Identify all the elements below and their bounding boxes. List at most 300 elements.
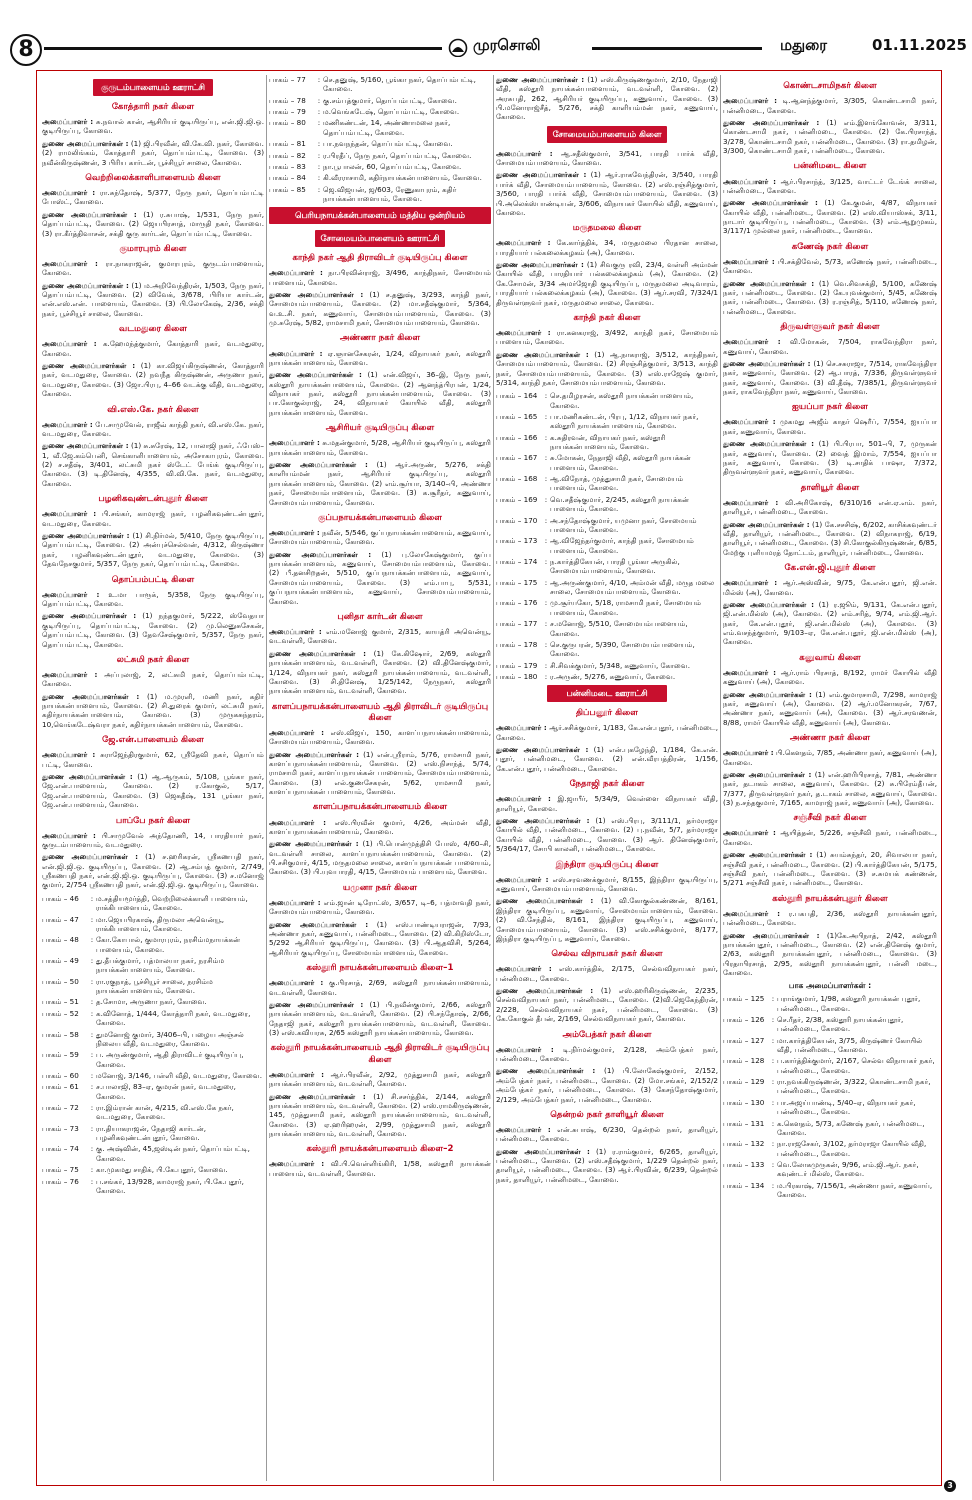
- booth-agent-row: [723, 1036, 937, 1055]
- booth-number: பாகம் – 73: [42, 1123, 79, 1133]
- para-label: அமைப்பாளர் :: [42, 188, 96, 198]
- organiser-entry: [42, 117, 264, 136]
- para-text: (1) கே.சசசிஷ், 6/202, காசிக்கவுண்டர் வீதி, தாளியூர், பன்னிமடை, கோவை. (2) விநாகராஜ், 6/19, தாளியூர், பன்னிமடை, கோவை. (3) சி.கோகுல்கிருஷ்ணன், 6/85, மேற்கு புளியமரத் தோட்டம், தாளியூர், பன்னிமடை, கோவை.: [723, 519, 937, 557]
- booth-number: பாகம் – 46: [42, 893, 79, 903]
- booth-number: பாகம் – 74: [42, 1144, 79, 1154]
- deputy-organisers-entry: [723, 690, 937, 727]
- para-label: துணை அமைப்பாளர்கள் :: [723, 117, 820, 127]
- branch-block: [269, 802, 491, 876]
- column-1: [42, 75, 264, 1481]
- organiser-entry: [269, 1070, 491, 1089]
- para-label: அமைப்பாளர் :: [42, 259, 98, 269]
- para-text: பி.சக்திவேல், 5/73, கணேஷ் நகர், பன்னிமடை, கோவை.: [723, 256, 937, 276]
- booth-agent-details: நா.ராஜசேகர், 3/102, தர்மராஜா கோயில் வீதி, பன்னிமடை, கோவை.: [777, 1139, 927, 1158]
- branch-heading: மருதமலை கிளை: [572, 223, 642, 234]
- separator: :: [90, 1029, 94, 1039]
- separator: :: [771, 1077, 775, 1087]
- booth-agent-details: கு. அஷ்வின், 45,ஜஸ்டின் நகர், தொப்பம்பட்டி, கோவை.: [96, 1144, 250, 1163]
- booth-agent-details: ப.கார்த்திக்குமார், 2/167, செல்வ விநாயகர் நகர், பன்னிமடை, கோவை.: [777, 1056, 935, 1075]
- deputy-organisers-entry: [42, 139, 264, 167]
- booth-agent-row: [496, 619, 718, 638]
- para-text: (1) எஸ்.கிருஷ்ணகுமார், 2/10, நேதாஜி வீதி, கஸ்தூரி நாயக்கன்பாளையம், வடவள்ளி, கோவை. (2) அரசுபதி, 262, ஆசிரியர் குடியிருப்பு, கணுவாய், கோவை. (3) பி.மனோராஜ்சீத், 5/276, சக்தி காளியம்மன் நகர், கணுவாய், கோவை.: [496, 75, 718, 122]
- booth-agent-details: ம.சத்தியமூர்த்தி, வெற்றிலைக்காளி பாளையம், ராக்கிபாளையம், கோவை.: [96, 893, 248, 913]
- booth-number: பாகம் – 52: [42, 1008, 79, 1018]
- branch-block: [723, 563, 937, 647]
- para-label: அமைப்பாளர் :: [723, 337, 781, 347]
- branch-heading: அம்பேத்கர் நகர் கிளை: [562, 1029, 652, 1040]
- booth-number: பாகம் – 176: [496, 598, 538, 608]
- deputy-organisers-entry: [723, 520, 937, 557]
- separator: :: [90, 1176, 94, 1186]
- branch-block: [723, 813, 937, 887]
- para-text: நா.பிரவின்ராஜ், 3/496, காந்திநகர், சோமையம் பாளையம், கோவை.: [269, 268, 491, 287]
- para-text: எஸ்.பிரவீன் குமார், 4/26, அம்மன் வீதி, காளப்பநாயக்கன்பாளையம், கோவை.: [269, 817, 491, 836]
- para-label: அமைப்பாளர் :: [42, 830, 96, 840]
- booth-number: பாகம் – 72: [42, 1103, 79, 1113]
- organiser-entry: [496, 238, 718, 257]
- para-text: (1) பி.லோகேஷ்குமார், 2/152, அம்பேத்கர் நகர், பன்னிமடை, கோவை. (2) மோ.சங்கர், 2/152/2 அம்பேத்கர் நகர், பன்னிமடை, கோவை. (3) கேசந்தோஷ்குமார், 2/129, அம்பேத்கர் நகர், பன்னிமடை, கோவை.: [496, 1066, 718, 1104]
- deputy-organisers-entry: [269, 1000, 491, 1037]
- booth-number: பாகம் – 47: [42, 914, 79, 924]
- para-label: துணை அமைப்பாளர்கள் :: [496, 1146, 590, 1156]
- booth-number: பாகம் – 61: [42, 1082, 79, 1092]
- booth-number: பாகம் – 75: [42, 1165, 79, 1175]
- branch-heading: காந்தி நகர் கிளை: [573, 312, 641, 323]
- para-text: என்.சுபாஷ், 6/230, தென்றல் நகர், தாளியூர், பன்னிமடை, கோவை.: [496, 1125, 718, 1144]
- deputy-organisers-entry: [723, 931, 937, 978]
- branch-heading: கஸ்தூரி நாயக்கன்பாளையம் கிளை–2: [306, 1144, 454, 1155]
- para-label: அமைப்பாளர் :: [42, 750, 96, 760]
- organiser-entry: [496, 723, 718, 742]
- branch-block: [269, 612, 491, 696]
- branch-block: [269, 513, 491, 606]
- booth-number: பாகம் – 125: [723, 994, 765, 1004]
- branch-heading: குமாரபுரம் கிளை: [119, 243, 187, 254]
- para-label: அமைப்பாளர் :: [269, 438, 320, 448]
- para-label: அமைப்பாளர் :: [269, 817, 327, 827]
- branch-heading: கோத்தாரி நகர் கிளை: [111, 101, 195, 112]
- booth-agent-row: [723, 1160, 937, 1179]
- separator: :: [90, 935, 94, 945]
- organiser-entry: [723, 828, 937, 847]
- booth-agent-details: ச.மனோஜ், 5/510, சோமையம்பாளையம், கோவை.: [550, 619, 688, 638]
- booth-number: பாகம் – 81: [269, 139, 306, 149]
- header-rule-left: [44, 47, 442, 50]
- separator: :: [544, 411, 548, 421]
- branch-block: [723, 322, 937, 396]
- para-text: கே.கார்த்திக், 34, மருதமலை பிரதான சாலை, பாரதியார் பல்கலைக்கழகம் (அ), கோவை.: [496, 238, 718, 257]
- booth-agent-row: [496, 557, 718, 576]
- booth-agent-details: ஜெ.விஜயன், ஜ/603, ரேணுகாபுரம், கதிர் நாயக்கன்பாளையம், கோவை.: [323, 184, 457, 203]
- booth-number: பாகம் – 128: [723, 1056, 765, 1066]
- branch-heading: யமுனா நகர் கிளை: [342, 882, 418, 893]
- separator: :: [771, 1035, 775, 1045]
- separator: :: [771, 1097, 775, 1107]
- deputy-organisers-entry: [42, 692, 264, 729]
- para-label: துணை அமைப்பாளர்கள் :: [496, 816, 590, 826]
- booth-agent-row: [269, 162, 491, 171]
- para-label: துணை அமைப்பாளர்கள் :: [269, 919, 369, 929]
- para-label: அமைப்பாளர் :: [496, 723, 547, 733]
- para-text: அப்புலாஜ், 2, லட்சுமி நகர், தொப்பம்பட்டி, கோவை.: [42, 670, 264, 689]
- para-text: க.ஹேமந்த்குமார், கோத்தாரி நகர், வடமதுரை, கோவை.: [42, 339, 264, 358]
- para-text: (1) ஆர்.அருண், 5/276, சக்தி காளியம்மன் நகர், ஆசிரியர் குடியிருப்பு, கஸ்தூரி நாயக்கன்பாளையம், கோவை. (2) எம்.சூர்யா, 3/140–பி, அண்ணா நகர், சோமையம்பாளையம், கோவை. (3) க.சூரீதர், கணுவாய், சோமையம்பாளையம், கோவை.: [269, 460, 491, 507]
- organiser-entry: [723, 578, 937, 597]
- branch-block: [42, 655, 264, 729]
- booth-number: பாகம் – 80: [269, 118, 306, 128]
- para-text: ஆர்.அஸ்வின், 9/75, கே.என்.புதூர், ஜி.என். மில்ஸ் (அ), கோவை.: [723, 578, 937, 597]
- deputy-organisers-entry: [723, 770, 937, 807]
- booth-agent-details: துமனோஜ் குமார், 3/406–பி, பழைய அஞ்சல் நிலைய வீதி, வடமதுரை, கோவை.: [96, 1029, 244, 1048]
- branch-block: [42, 173, 264, 238]
- column-divider: [493, 75, 494, 1481]
- para-label: துணை அமைப்பாளர்கள் :: [496, 745, 589, 755]
- para-text: (1) என்.புகழேந்தி, 1/184, கே.என். புதூர், பன்னிமடை, கோவை. (2) என்.வீரபத்திரன், 1/156, கே.என்.புதூர், பன்னிமடை, கோவை.: [496, 745, 718, 773]
- branch-block: [269, 702, 491, 797]
- booth-agent-row: [42, 997, 264, 1006]
- deputy-organisers-entry: [269, 920, 491, 957]
- booth-agent-row: [496, 516, 718, 535]
- organiser-entry: [723, 498, 937, 517]
- deputy-organisers-entry: [496, 986, 718, 1023]
- organiser-entry: [496, 964, 718, 983]
- separator: :: [544, 453, 548, 463]
- branch-heading: புனிதா கார்டன் கிளை: [337, 611, 423, 622]
- para-label: அமைப்பாளர் :: [723, 908, 780, 918]
- booth-agent-details: ரா.நவக்கிருஷ்ணன், 3/322, கொண்டசாமி நகர், பன்னிமடை, கோவை.: [777, 1077, 931, 1096]
- booth-agent-row: [496, 536, 718, 555]
- booth-number: பாகம் – 165: [496, 411, 538, 421]
- booth-agent-row: [269, 139, 491, 148]
- organiser-entry: [723, 748, 937, 767]
- booth-number: பாகம் – 60: [42, 1070, 79, 1080]
- para-label: அமைப்பாளர் :: [723, 417, 776, 427]
- booth-agent-details: ந.கார்த்திகேயன், பாரதி பூங்கா அருகில், சோமையம்பாளையம், கோவை.: [550, 557, 680, 576]
- branch-block: [723, 733, 937, 807]
- booth-agent-row: [42, 1124, 264, 1143]
- page-content-frame: [36, 70, 942, 1486]
- branch-block: [496, 391, 718, 681]
- booth-agent-row: [496, 661, 718, 670]
- separator: :: [544, 432, 548, 442]
- booth-agent-row: [496, 412, 718, 431]
- section-banner: சோமையம்பாளையம் ஊராட்சி: [315, 230, 446, 247]
- deputy-organisers-entry: [42, 611, 264, 648]
- deputy-organisers-entry: [496, 1147, 718, 1184]
- booth-number: பாகம் – 131: [723, 1118, 765, 1128]
- booth-agent-details: பராங்குமார், 1/98, கஸ்தூரி நாயக்கன் புதூர், பன்னிமடை, கோவை.: [777, 994, 921, 1013]
- booth-number: பாகம் – 59: [42, 1050, 79, 1060]
- para-text: (1) கே.கிஷோர், 2/69, கஸ்தூரி நாயக்கன்பாளையம், வடவள்ளி, கோவை. (2) வி.தினேஷ்குமார், 1/124, விநாயகர் நகர், கஸ்தூரி நாயக்கன்பாளையம், வடவள்ளி, கோவை. (3) சி.தினேஷ், 1/25/142, நேருநகர், கஸ்தூரி நாயக்கன்பாளையம், வடவள்ளி, கோவை.: [269, 648, 491, 696]
- deputy-organisers-entry: [723, 439, 937, 476]
- booth-number: பாகம் – 132: [723, 1139, 765, 1149]
- para-label: அமைப்பாளர் :: [496, 964, 552, 974]
- branch-heading: காளப்பநாயக்கன்பாளையம் ஆதி திராவிடர் குடியிருப்பு கிளை: [271, 701, 489, 723]
- booth-agent-row: [496, 598, 718, 617]
- para-label: அமைப்பாளர் :: [496, 794, 551, 804]
- organiser-entry: [269, 627, 491, 646]
- branch-heading: வெற்றிலைக்காளிபாளையம் கிளை: [85, 172, 221, 183]
- section-banner: பெரியநாயக்கன்பாளையம் மத்திய ஒன்றியம்: [269, 207, 491, 224]
- booth-agent-row: [42, 1165, 264, 1174]
- para-label: அமைப்பாளர் :: [269, 1069, 324, 1079]
- separator: :: [317, 173, 321, 183]
- para-text: எஸ்.சரவணக்குமார், 8/155, இந்திரா குடியிருப்பு, கணுவாய், சோமையம்பாளையம், கோவை.: [496, 874, 718, 894]
- booth-agent-details: ஆ.விநோத், முத்துசாமி நகர், சோமையம் பாளையம், கோவை.: [550, 474, 684, 493]
- deputy-organisers-entry: [42, 772, 264, 809]
- para-text: ஆர்.ராம் பிரசாத், 8/192, ராமர் கோயில் வீதி கணுவாய் (அ), கோவை.: [723, 667, 937, 687]
- para-label: துணை அமைப்பாளர்கள் :: [723, 198, 818, 208]
- para-text: (1) பு.லோகேஷ்குமார், குப்ப நாயக்கன்பாளையம், கணுவாய், சோமையம்பாளையம், கோவை. (2) பீ.தனசிறதன், 5/510, குப்பநாயக்கன்பாளையம், கணுவாய், சோமையம்பாளையம், கோவை. (3) எம்.பாபு, 5/531, குப்பநாயக்கன்பாளையம், கணுவாய், சோமையம்பாளையம், கோவை.: [269, 549, 491, 606]
- page-corner-mark-icon: 3: [944, 1480, 956, 1492]
- booth-number: பாகம் – 79: [269, 107, 306, 117]
- branch-block: [269, 883, 491, 957]
- booth-number: பாகம் – 169: [496, 494, 538, 504]
- organiser-entry: [496, 794, 718, 813]
- para-text: (1) ர.ராம்குமார், 6/265, தாளியூர், பன்னிமடை, கோவை. (2) எஸ்.சதீஷ்குமார், 1/229 தென்றல் நகர், தாளியூர், பன்னிமடை, கோவை. (3) ஆர்.பிரவின், 6/239, தென்றல் நகர், தாளியூர், பன்னிமடை, கோவை.: [496, 1146, 718, 1184]
- organiser-entry: [42, 670, 264, 689]
- para-text: (1) பி.நவீன்குமார், 2/66, கஸ்தூரி நாயக்கன்பாளையம், வடவள்ளி, கோவை. (2) பி.சந்தோஷ், 2/66, நேதாஜி நகர், கஸ்தூரி நாயக்கன்பாளையம், வடவள்ளி, கோவை. (3) எஸ்.கவியரசு, 2/65 கஸ்தூரி நாயக்கன்பாளையம், கோவை.: [269, 1000, 491, 1038]
- branch-block: [269, 253, 491, 327]
- branch-block: [723, 653, 937, 727]
- para-text: பி.சாமுவேல் அந்தோணி, 14, பாரதியார் நகர், குருடம்பாளையம், வடமதுரை.: [42, 830, 264, 850]
- branch-heading: தொப்பம்பட்டி கிளை: [111, 574, 195, 585]
- branch-block: [723, 981, 937, 1199]
- para-label: அமைப்பாளர் :: [42, 509, 97, 519]
- booth-number: பாகம் – 85: [269, 184, 306, 194]
- booth-number: பாகம் – 58: [42, 1029, 79, 1039]
- separator: :: [90, 956, 94, 965]
- booth-number: பாகம் – 130: [723, 1097, 765, 1107]
- separator: :: [90, 1123, 94, 1133]
- booth-number: பாகம் – 77: [269, 75, 306, 84]
- para-text: ரா.நாகராஜன், குமாரபுரம், குருடம்பாளையம், கோவை.: [42, 259, 264, 278]
- organiser-entry: [42, 509, 264, 528]
- booth-agent-details: ர.பிரதீப், நேரு நகர், தொப்பம்பட்டி, கோவை.: [323, 150, 472, 160]
- organiser-entry: [496, 149, 718, 168]
- branch-block: [42, 405, 264, 489]
- booth-agent-details: க.வினோத், 1/444, கோத்தாரி நகர், வடமதுரை, கோவை.: [96, 1008, 251, 1028]
- branch-heading: கஸ்தூரி நாயக்கன்பாளையம் கிளை–1: [306, 963, 454, 974]
- para-label: துணை அமைப்பாளர்கள் :: [496, 1066, 596, 1076]
- booth-agent-details: வெ.லோகமுருகன், 9/96, எம்.ஜி.ஆர். நகர், கவுண்டர் மில்ஸ், கோவை.: [777, 1159, 919, 1179]
- deputy-organisers-entry: [42, 361, 264, 398]
- para-text: (1) எஸ்.பாண்டியராஜன், 7/93, அண்ணா நகர், கணுவாய், பன்னிமடை, கோவை. (2) வி.கிறிஸ்டோ, 5/292 ஆசிரியர் குடியிருப்பு, கோவை. (3) பி.ஆதவிசி, 5/264, ஆசிரியர் குடியிருப்பு, சோமையம்பாளையம், கோவை.: [269, 919, 491, 957]
- booth-number: பாகம் – 76: [42, 1176, 79, 1186]
- booth-number: பாகம் – 133: [723, 1159, 765, 1169]
- booth-agent-details: செ.தமிழரசன், கஸ்தூரி நாயக்கன்பாளையம், கோவை.: [550, 391, 694, 410]
- booth-agent-details: கு.சம்பத்குமார், தொப்பம்பட்டி, கோவை.: [323, 95, 457, 105]
- branch-block: [496, 313, 718, 387]
- booth-number: பாகம் – 177: [496, 619, 538, 629]
- para-label: துணை அமைப்பாளர்கள் :: [723, 599, 815, 609]
- para-label: துணை அமைப்பாளர்கள் :: [723, 689, 812, 699]
- branch-block: [496, 223, 718, 307]
- para-text: (1) வெ.சிவசக்தி, 5/100, கணேஷ் நகர், பன்னிமடை, கோவை. (2) கே.யுவக்குமார், 5/45, கணேஷ் நகர், பன்னிமடை, கோவை. (3) ர.ரஞ்சித், 5/110, கணேஷ் நகர், பன்னிமடை, கோவை.: [723, 278, 937, 316]
- booth-number: பாகம் – 49: [42, 956, 79, 965]
- deputy-organisers-entry: [496, 1066, 718, 1103]
- para-label: அமைப்பாளர் :: [269, 978, 324, 988]
- separator: :: [771, 1118, 775, 1128]
- para-text: இ.ஜாபீர், 5/34/9, வெள்ளை விநாயகர் வீதி, தாளியூர், கோவை.: [496, 794, 718, 813]
- para-text: (1) எம்.குமாரசாமி, 7/298, காமராஜ் நகர், கணுவாய் (அ), கோவை. (2) ஆர்.மனோகரன், 7/67, அண்ணா நகர், கணுவாய் (அ), கோவை. (3) ஆர்.சரவணன், 8/88, ராமர் கோயில் வீதி, கணுவாய் (அ), கோவை.: [723, 689, 937, 727]
- para-label: அமைப்பாளர் :: [269, 528, 320, 538]
- para-label: துணை அமைப்பாளர்கள் :: [496, 896, 594, 906]
- deputy-organisers-entry: [42, 852, 264, 889]
- branch-block: [269, 1043, 491, 1138]
- deputy-organisers-entry: [269, 649, 491, 696]
- branch-block: [42, 244, 264, 318]
- para-label: துணை அமைப்பாளர்கள் :: [269, 648, 367, 658]
- booth-agent-row: [42, 915, 264, 934]
- booth-number: பாகம் – 127: [723, 1035, 765, 1045]
- booth-agent-details: ரா.ரகுநாத், பூச்சியூர் சாலை, நரசிம்ம நாயக்கன்பாளையம், கோவை.: [96, 976, 213, 996]
- para-text: (1) ர.ஜூம், 9/131, கே.என்.புதூர், ஜி.என்.மில்ஸ் (அ), கோவை. (2) எம்.சரித், 9/74, எம்.ஜி.ஆர். நகர், கே.என்.புதூர், ஜி.என்.மில்ஸ் (அ), கோவை. (3) எம்.வசந்த்குமார், 9/103–ஏ, கே.என்.புதூர், ஜி.என்.மில்ஸ் (அ), கோவை.: [723, 599, 937, 647]
- separator: :: [90, 997, 94, 1007]
- booth-agent-details: மு.சூர்யகோ, 5/18, ராமசாமி நகர், சோமையம் பாளையம், கோவை.: [550, 598, 702, 617]
- organiser-entry: [42, 188, 264, 207]
- para-text: (1) வி.கோகுல்கண்ணன், 8/161, இந்திரா குடியிருப்பு, கணுவாய், சோமையம்பாளையம், கோவை. (2) வி.சேந்தில், 8/161, இந்திரா குடியிருப்பு, கணுவாய், சோமையம்பாளையம், கோவை. (3) எஸ்.சசிக்குமார், 8/177, இந்திரா குடியிருப்பு, கணுவாய், கோவை.: [496, 896, 718, 943]
- para-text: (1) சுயம்சுந்தர், 20, சிவாலயா நகர், சஞ்சீவி நகர், பன்னிமடை, கோவை. (2) பி.கார்த்திகேயன், 5/175, சஞ்சீவி நகர், பன்னிமடை, கோவை. (3) ச.சுமயக் கண்ணன், 5/271 சஞ்சீவி நகர், பன்னிமடை, கோவை.: [723, 850, 937, 888]
- para-text: (1) என்.ஸ்ரீராம், 5/76, ராமசாமி நகர், காளப்பநாயக்கன்பாளையம், கோவை. (2) எஸ்.நிசாந்த், 5/74, ராமசாமி நகர், காளப்பநாயக்கன் பாளையம், சோமையம்பாளையம், கோவை. (3) எல்.குணசேகரன், 5/62, ராமசாமி நகர், காளப்பநாயக்கன் பாளையம், கோவை.: [269, 749, 491, 797]
- para-label: அமைப்பாளர் :: [269, 348, 323, 358]
- para-text: (1) ம.அறிவேந்திரன், 1/503, நேரு நகர், தொப்பம்பட்டி, கோவை. (2) விவேக், 3/678, பிரியா கார்டன், என்.எஸ்.என். பாளையம், கோவை. (3) பி.லோகேஷ், 2/36, சக்தி நகர், பூச்சியூர் சாலை, கோவை.: [42, 280, 264, 318]
- branch-block: [269, 207, 491, 224]
- edition-name: மதுரை: [780, 36, 828, 54]
- para-text: (1) ஆர்.ராகவேந்திரன், 3/540, பாரதி பார்க் வீதி, சோமையம்பாளையம், கோவை. (2) எஸ்.ரஞ்சித்குமார், 3/560, பாரதி பார்க் வீதி, சோமையம்பாளையம், கோவை. (3) பி.அலெக்ஸ்பாண்டியன், 3/606, விநாயகர் கோயில் வீதி, கணுவாய், கோவை.: [496, 170, 718, 217]
- deputy-organisers-entry: [496, 896, 718, 943]
- para-label: அமைப்பாளர் :: [723, 667, 777, 677]
- booth-agent-details: வெ.சதீஷ்குமார், 2/245, கஸ்தூரி நாயக்கன் பாளையம், கோவை.: [550, 494, 689, 514]
- column-3: [496, 75, 718, 1481]
- para-label: அமைப்பாளர் :: [496, 1044, 554, 1054]
- deputy-organisers-entry: [42, 441, 264, 488]
- rising-sun-logo-icon: [447, 37, 469, 57]
- para-label: அமைப்பாளர் :: [42, 589, 100, 599]
- para-text: (1) கா.விஜய்கிருஷ்ணன், கோத்தாரி நகர், வடமதுரை, கோவை. (2) நவநீத கிருஷ்ணன், அருணா நகர், வடமதுரை, கோவை. (3) ஜோ.பிரபு, 4–66 வடக்கு வீதி, வடமதுரை, கோவை.: [42, 361, 264, 399]
- separator: :: [90, 1165, 94, 1175]
- para-label: துணை அமைப்பாளர்கள் :: [723, 278, 815, 288]
- booth-number: பாகம் – 179: [496, 660, 538, 670]
- para-text: (1) என்.ஹரிபிரசாத், 7/81, அண்ணா நகர், தடாகம் சாலை, கணுவாய், கோவை. (2) சு.பிரேம்தீபன், 7/377, திருவள்ளுவர் நகர், த.டாகம் சாலை, கணுவாய், கோவை. (3) ந.சந்தகுமார், 7/165, காமராஜ் நகர், கணுவாய் (அ), கோவை.: [723, 769, 937, 807]
- para-label: துணை அமைப்பாளர்கள் :: [723, 439, 815, 449]
- branch-heading: அண்ணா நகர் கிளை: [339, 333, 421, 344]
- separator: :: [544, 474, 548, 484]
- separator: :: [544, 515, 548, 525]
- organiser-entry: [42, 750, 264, 769]
- booth-agent-details: ம.பிரகாஷ், 7/156/1, அண்ணா நகர், கணுவாய், கோவை.: [777, 1180, 933, 1200]
- booth-agent-details: ம.வெங்கடேஷ், தொப்பம்பட்டி, கோவை.: [323, 107, 460, 117]
- column-divider: [266, 75, 267, 1481]
- booth-agent-row: [269, 75, 491, 94]
- para-text: சுராஜேந்திரகுமார், 62, ஸ்ரீதேவி நகர், தொப்பம் பட்டி, கோவை.: [42, 750, 264, 769]
- booth-agent-row: [269, 96, 491, 105]
- booth-agent-details: கி.வீரராசாமி, கதிர்நாயக்கன்பாளையம், கோவை.: [323, 173, 482, 183]
- branch-heading: கே.என்.ஜி.புதூர் கிளை: [784, 562, 876, 573]
- branch-block: [496, 779, 718, 853]
- branch-block: [269, 423, 491, 507]
- para-text: (1) கே.குமன், 4/87, விநாயகர் கோயில் வீதி, பன்னிமடை, கோவை. (2) எஸ்.வியாஸ்சக், 3/11, நாடார் குடியிருப்பு, பன்னிமடை, கோவை. (3) எம்.ஆறுமுகம், 3/117/1 முல்லை நகர், பன்னிமடை, கோவை.: [723, 198, 937, 236]
- booth-agent-details: க.சுதிரவன், விநாயகர் நகர், கஸ்தூரி நாயக்கன்பாளையம், கோவை.: [550, 432, 666, 452]
- branch-heading: கணேஷ் நகர் கிளை: [791, 241, 869, 252]
- separator: :: [90, 1050, 94, 1060]
- column-2: [269, 75, 491, 1481]
- para-label: அமைப்பாளர் :: [496, 874, 549, 884]
- booth-agent-row: [496, 578, 718, 597]
- booth-agent-row: [496, 433, 718, 452]
- para-label: துணை அமைப்பாளர்கள் :: [42, 852, 139, 862]
- branch-block: [723, 161, 937, 235]
- para-text: ர.பகபதி, 2/36, கஸ்தூரி நாயக்கன்புதூர், பன்னிமடை, கோவை.: [723, 908, 937, 928]
- booth-agent-row: [723, 1098, 937, 1117]
- para-text: சு.மதன்குமார், 5/28, ஆசிரியர் குடியிருப்பு, கஸ்தூரி நாயக்கன்பாளையம், கோவை.: [269, 438, 491, 457]
- para-text: டி.நிர்மல்குமார், 2/128, அம்பேத்கர் நகர், பன்னிமடை, கோவை.: [496, 1044, 718, 1064]
- booth-agent-details: செ.குருபரன், 5/390, சோமையம்பாளையம், கோவை.: [550, 639, 695, 659]
- branch-block: [496, 860, 718, 944]
- booth-number: பாகம் – 83: [269, 161, 306, 171]
- branch-heading: காளப்பநாயக்கன்பாளையம் கிளை: [312, 802, 448, 813]
- branch-heading: ஜே.என்.பாளையம் கிளை: [102, 735, 204, 746]
- separator: :: [771, 1180, 775, 1190]
- para-text: சு.நவால் கான், ஆசிரியர் குடியிருப்பு, என்.ஜி.ஜி.ஒ. குடியிருப்பு, கோவை.: [42, 117, 264, 136]
- booth-number: பாகம் – 166: [496, 432, 538, 442]
- para-label: அமைப்பாளர் :: [723, 176, 776, 186]
- deputy-organisers-entry: [269, 750, 491, 797]
- branch-block: [42, 816, 264, 890]
- separator: :: [544, 598, 548, 608]
- para-label: துணை அமைப்பாளர்கள் :: [42, 611, 137, 621]
- para-text: வி.மோகன், 7/504, ராகவேந்திரா நகர், கணுவாய், கோவை.: [723, 337, 937, 356]
- para-label: துணை அமைப்பாளர்கள் :: [269, 1091, 366, 1101]
- para-label: துணை அமைப்பாளர்கள் :: [269, 839, 359, 849]
- para-label: துணை அமைப்பாளர்கள் :: [269, 370, 362, 380]
- para-text: (1) எம்.இளங்கோவன், 3/311, கொண்டசாமி நகர், பன்னிமடை, கோவை. (2) கே.பிரசாந்த், 3/278, கொண்டசாமி நகர், பன்னிமடை, கோவை. (3) ரா.தமிழன், 3/300, கொண்டசாமி நகர், பன்னிமடை, கோவை.: [723, 117, 937, 155]
- organiser-entry: [42, 420, 264, 439]
- deputy-organisers-entry: [723, 600, 937, 647]
- branch-heading: வடமதுரை கிளை: [119, 324, 187, 335]
- branch-heading: திருவள்ளுவர் நகர் கிளை: [780, 321, 880, 332]
- organiser-entry: [269, 528, 491, 547]
- masthead: [0, 0, 972, 62]
- booth-agent-details: அ.சந்தோஷ்குமார், யமுனா நகர், சோமையம் பாளையம், கோவை.: [550, 515, 697, 534]
- branch-block: [723, 242, 937, 316]
- para-text: (1) ச.ஹரிகரன், ஸ்ரீகணபதி நகர், என்.ஜி.ஜி.ஒ. குடியிருப்பு, கோவை. (2) ஆ.சம்பத் குமார், 2/749, ஸ்ரீகணபதி நகர், என்.ஜி.ஜி.ஒ. குடியிருப்பு, கோவை. (3) ச.மனோஜ் குமார், 2/754 ஸ்ரீகணபதி நகர், என்.ஜி.ஜி.ஒ. குடியிருப்பு, கோவை.: [42, 852, 264, 890]
- organiser-entry: [496, 1125, 718, 1144]
- branch-block: [723, 402, 937, 476]
- deputy-organisers-entry: [496, 170, 718, 217]
- booth-agent-details: மனோஜ், 3/146, பள்ளி வீதி, வடமதுரை, கோவை.: [96, 1070, 262, 1080]
- branch-block: [42, 324, 264, 398]
- branch-block: [496, 949, 718, 1023]
- branch-block: [496, 75, 718, 122]
- booth-agent-details: பா.நவநந்தன், தொப்பம்பட்டி, கோவை.: [323, 139, 453, 149]
- organiser-entry: [269, 438, 491, 457]
- deputy-organisers-entry: [496, 350, 718, 387]
- booth-agent-row: [269, 118, 491, 137]
- separator: :: [544, 557, 548, 566]
- separator: :: [317, 184, 321, 194]
- branch-heading: கஸ்தூரி நாயக்கன்புதூர் கிளை: [772, 893, 888, 904]
- booth-number: பாகம் – 51: [42, 997, 79, 1007]
- deputy-organisers-entry: [42, 210, 264, 238]
- organiser-entry: [42, 339, 264, 358]
- booth-agent-row: [42, 894, 264, 913]
- deputy-organisers-entry: [269, 290, 491, 327]
- branch-block: [42, 894, 264, 1195]
- booth-number: பாகம் – 134: [723, 1180, 765, 1190]
- branch-heading: லட்சுமி நகர் கிளை: [116, 654, 190, 665]
- separator: :: [317, 107, 321, 117]
